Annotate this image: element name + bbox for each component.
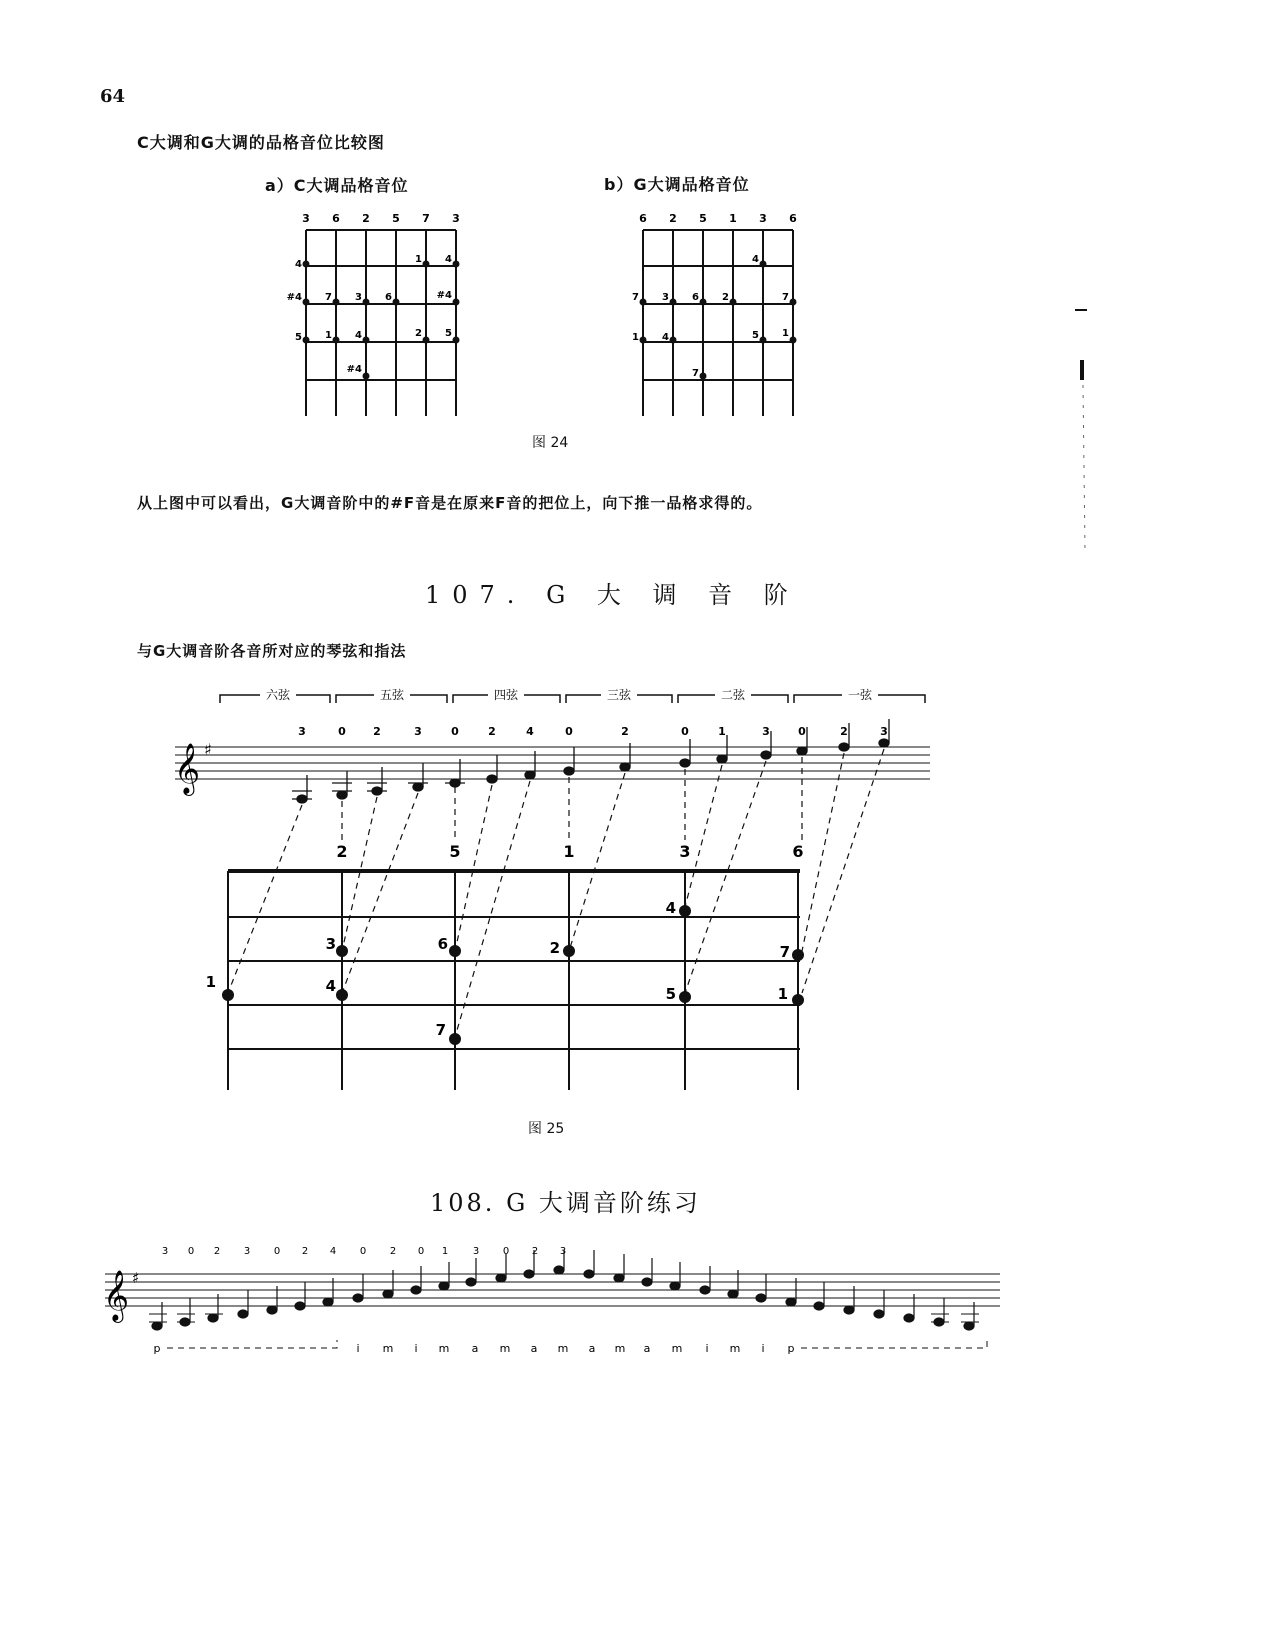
ex-finger: 4: [329, 1246, 337, 1257]
ex-finger: 0: [417, 1246, 425, 1257]
string-2-label: 二弦: [720, 688, 746, 702]
ex-finger: 0: [359, 1246, 367, 1257]
scan-edge-marks: [1075, 300, 1095, 560]
section-108-title: 108. G 大调音阶练习: [430, 1189, 701, 1217]
pluck-letter: m: [438, 1342, 450, 1355]
fig24-a-note: 7: [325, 292, 332, 303]
ex-finger: 2: [531, 1246, 539, 1257]
fig24-b-top-6: 6: [789, 212, 797, 225]
pluck-end: p: [787, 1342, 795, 1355]
finger-num: 4: [526, 725, 534, 738]
ex-finger: 0: [273, 1246, 281, 1257]
finger-num: 2: [488, 725, 496, 738]
fret-note: 2: [549, 939, 560, 957]
string-5-label: 五弦: [379, 688, 405, 702]
fig24-a-note: 1: [415, 254, 422, 265]
fig24-a-note: 4: [445, 254, 452, 265]
fret-note: 7: [435, 1021, 446, 1039]
finger-num: 3: [762, 725, 770, 738]
ex-finger: 2: [301, 1246, 309, 1257]
fig24-a-note: 4: [355, 330, 362, 341]
pluck-letter: a: [471, 1342, 479, 1355]
fig24-b-note: 5: [752, 330, 759, 341]
fig24-b-top-3: 5: [699, 212, 707, 225]
fret-note: 7: [779, 943, 790, 961]
ex-finger: 1: [441, 1246, 449, 1257]
pluck-letter: a: [643, 1342, 651, 1355]
open-label: 6: [792, 842, 804, 861]
pluck-letter: m: [729, 1342, 741, 1355]
finger-num: 0: [565, 725, 573, 738]
comparison-title: C大调和G大调的品格音位比较图: [137, 133, 385, 152]
section-107-title: 107. G 大 调 音 阶: [425, 581, 800, 609]
explanation-text: 从上图中可以看出，G大调音阶中的#F音是在原来F音的把位上，向下推一品格求得的。: [137, 494, 763, 512]
sharp-icon: ♯: [204, 740, 212, 759]
fret-note: 5: [665, 985, 676, 1003]
fig24-a-note: 5: [445, 328, 452, 339]
fig24-a-note: 3: [355, 292, 362, 303]
fret-note: 6: [437, 935, 448, 953]
fig25-caption: 图 25: [528, 1121, 565, 1137]
fig24-b-note: 3: [662, 292, 669, 303]
fig24-a-note: #4: [286, 292, 302, 303]
pluck-letter: i: [414, 1342, 418, 1355]
string-3-label: 三弦: [606, 688, 632, 702]
fig24-b-note: 4: [752, 254, 759, 265]
fig24-a-top-5: 7: [422, 212, 430, 225]
pluck-letter: a: [588, 1342, 596, 1355]
fig24-a-note: 4: [295, 259, 302, 270]
finger-num: 2: [373, 725, 381, 738]
string-6-label: 六弦: [265, 688, 291, 702]
fig24-b-fretboard: [607, 200, 827, 425]
fig24-b-note: 7: [632, 292, 639, 303]
fig24-a-note: 6: [385, 292, 392, 303]
ex-finger: 3: [559, 1246, 567, 1257]
fig24-b-top-4: 1: [729, 212, 737, 225]
fret-note: 1: [777, 985, 788, 1003]
fig24-a-fretboard: [270, 200, 490, 425]
finger-num: 1: [718, 725, 726, 738]
fig24-b-note: 4: [662, 332, 669, 343]
string-4-label: 四弦: [493, 688, 519, 702]
fig24-a-top-1: 3: [302, 212, 310, 225]
ex-finger: 0: [502, 1246, 510, 1257]
open-label: 5: [449, 842, 461, 861]
fig24-b-top-2: 2: [669, 212, 677, 225]
fig24-b-note: 6: [692, 292, 699, 303]
fig24-caption: 图 24: [532, 435, 569, 451]
ex-finger: 2: [389, 1246, 397, 1257]
fig24-a-top-6: 3: [452, 212, 460, 225]
finger-num: 0: [798, 725, 806, 738]
fig24-a-top-2: 6: [332, 212, 340, 225]
finger-num: 2: [840, 725, 848, 738]
fig24-b-note: 1: [782, 328, 789, 339]
finger-num: 3: [298, 725, 306, 738]
pluck-letter: m: [382, 1342, 394, 1355]
sharp-icon: ♯: [132, 1269, 140, 1287]
pluck-letter: m: [499, 1342, 511, 1355]
finger-num: 0: [451, 725, 459, 738]
fig24-a-top-4: 5: [392, 212, 400, 225]
fret-note: 1: [205, 973, 216, 991]
treble-clef-icon: 𝄞: [174, 743, 201, 794]
finger-num: 2: [621, 725, 629, 738]
pluck-letter: i: [761, 1342, 765, 1355]
fig24-b-note: 7: [692, 368, 699, 379]
fret-note: 4: [665, 899, 676, 917]
open-label: 3: [679, 842, 691, 861]
fig24-a-note: 2: [415, 328, 422, 339]
pluck-letter: m: [557, 1342, 569, 1355]
pluck-letter: i: [705, 1342, 709, 1355]
ex-finger: 3: [161, 1246, 169, 1257]
fig24-b-note: 1: [632, 332, 639, 343]
ex-finger: 0: [187, 1246, 195, 1257]
fig24-a-note: #4: [346, 364, 362, 375]
pluck-letter: i: [356, 1342, 360, 1355]
fig24-b-note: 2: [722, 292, 729, 303]
treble-clef-icon: 𝄞: [103, 1270, 130, 1321]
ex-finger: 2: [213, 1246, 221, 1257]
fig25-diagram: [160, 675, 960, 1095]
fret-note: 4: [325, 977, 336, 995]
open-label: 2: [336, 842, 348, 861]
ex-finger: 3: [472, 1246, 480, 1257]
fig24-b-label: b）G大调品格音位: [604, 175, 750, 194]
fig24-b-top-1: 6: [639, 212, 647, 225]
pluck-letter: a: [530, 1342, 538, 1355]
fret-note: 3: [325, 935, 336, 953]
fig24-a-label: a）C大调品格音位: [265, 176, 409, 195]
finger-num: 3: [414, 725, 422, 738]
finger-num: 0: [681, 725, 689, 738]
finger-num: 3: [880, 725, 888, 738]
section-107-subtitle: 与G大调音阶各音所对应的琴弦和指法: [137, 642, 407, 660]
pluck-start: p: [153, 1342, 161, 1355]
fig24-a-top-3: 2: [362, 212, 370, 225]
page-number: 64: [100, 86, 126, 107]
fig24-a-note: #4: [436, 290, 452, 301]
fig24-a-note: 5: [295, 332, 302, 343]
ex-finger: 3: [243, 1246, 251, 1257]
exercise-staff: [95, 1240, 1015, 1370]
string-1-label: 一弦: [847, 688, 873, 702]
finger-num: 0: [338, 725, 346, 738]
open-label: 1: [563, 842, 575, 861]
pluck-letter: m: [614, 1342, 626, 1355]
pluck-letter: m: [671, 1342, 683, 1355]
fig24-b-top-5: 3: [759, 212, 767, 225]
fig24-a-note: 1: [325, 330, 332, 341]
fig24-b-note: 7: [782, 292, 789, 303]
